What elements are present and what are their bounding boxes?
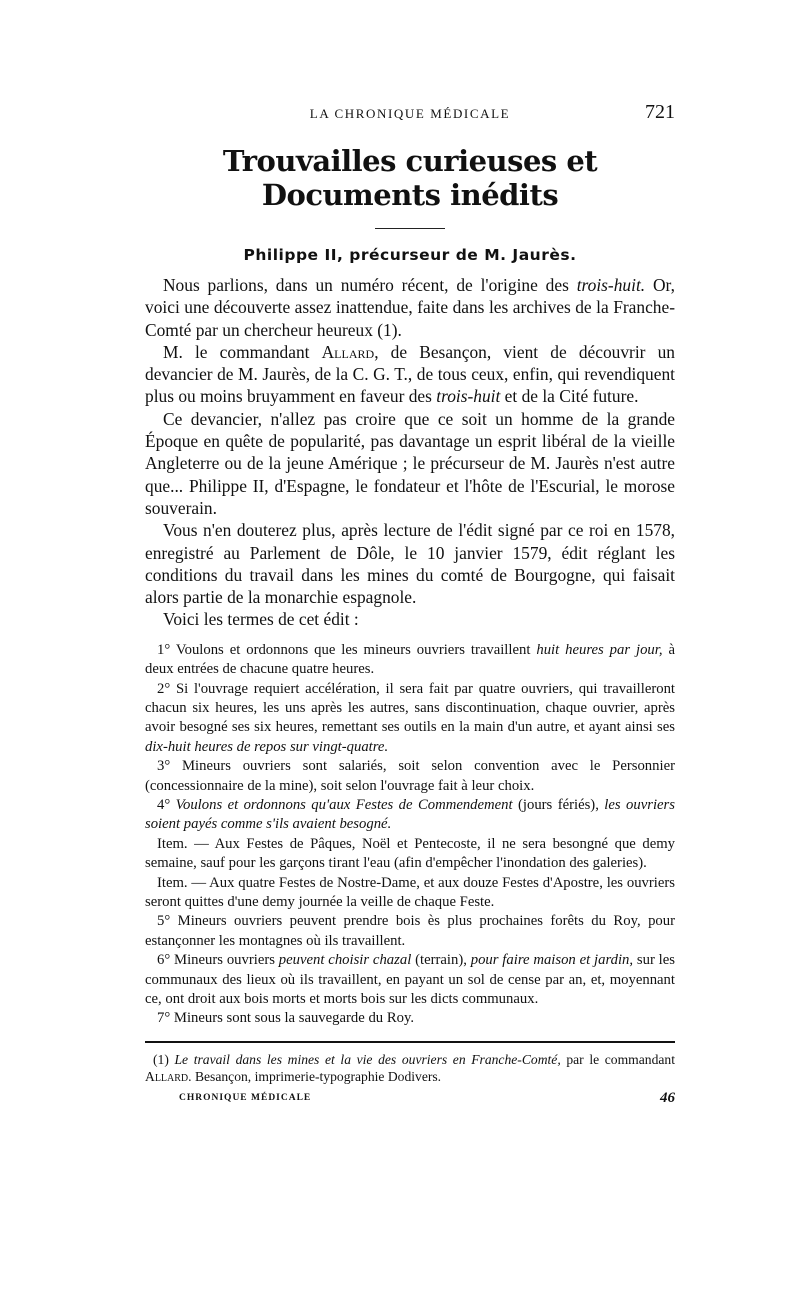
paragraph: Nous parlions, dans un numéro récent, de l'origine des trois-huit. Or, voici une découverte assez inattendue, faite dans les archives de la Franche-Comté par un chercheur heureux (1). [145,275,675,340]
running-header [145,100,675,130]
signature-label: CHRONIQUE MÉDICALE [179,1092,312,1103]
edict-article: Item. — Aux quatre Festes de Nostre-Dame, et aux douze Festes d'Apostre, les ouvriers seront quittes d'une demy journée la veille de chaque Feste. [145,874,675,911]
running-title: LA CHRONIQUE MÉDICALE [309,106,511,121]
edict-article: 4° Voulons et ordonnons qu'aux Festes de Commendement (jours fériés), les ouvriers soient payés comme s'ils avaient besogné. [145,797,675,833]
edict-article: 2° Si l'ouvrage requiert accélération, il sera fait par quatre ouvriers, qui travailleront chacun six heures, les uns après les autres, sans discontinuation, chaque ouvrier, après avoir besogné ses six heures, remettant ses outils en la main d'un autre, et ayant ainsi ses dix-huit heures de repos sur vingt-quatre. [145,680,675,755]
page [145,100,675,1112]
footnote-rule [145,1041,675,1043]
edict-article: 7° Mineurs sont sous la sauvegarde du Roy. [157,1010,415,1027]
edict-articles [145,641,675,1029]
title-rule [375,228,445,229]
footnote: (1) Le travail dans les mines et la vie des ouvriers en Franche-Comté, par le commandant Allard. Besançon, imprimerie-typographie Dodivers. [145,1051,675,1085]
paragraph: Vous n'en douterez plus, après lecture de l'édit signé par ce roi en 1578, enregistré au Parlement de Dôle, le 10 janvier 1579, édit réglant les conditions du travail dans les mines du comté de Bourgogne, qui faisait alors partie de la monarchie espagnole. [145,520,675,608]
paragraph: Ce devancier, n'allez pas croire que ce soit un homme de la grande Époque en quête de popularité, pas davantage un esprit libéral de la vieille Angleterre ou de la jeune Amérique ; le précurseur de M. Jaurès n'est autre que... Philippe II, d'Espagne, le fondateur et l'hôte de l'Escurial, le morose souverain. [145,408,675,518]
signature-line [145,1090,675,1112]
edict-article: 5° Mineurs ouvriers peuvent prendre bois ès plus prochaines forêts du Roy, pour estançonner les montagnes où ils travaillent. [145,913,675,949]
edict-article: 3° Mineurs ouvriers sont salariés, soit selon convention avec le Personnier (concessionnaire de la mine), soit selon l'ouvrage fait à leur choix. [145,758,675,794]
paragraph: Voici les termes de cet édit : [163,609,359,630]
article-title: Philippe II, précurseur de M. Jaurès. [243,246,577,264]
article-body [145,274,675,631]
paragraph: M. le commandant Allard, de Besançon, vient de découvrir un devancier de M. Jaurès, de la C. G. T., de tous ceux, enfin, qui revendiquent plus ou moins bruyamment en faveur des trois-huit et de la Cité future. [145,341,675,407]
signature-number: 46 [660,1089,675,1106]
edict-article: 1° Voulons et ordonnons que les mineurs ouvriers travaillent huit heures par jour, à deux entrées de chacune quatre heures. [145,641,675,678]
edict-article: Item. — Aux Festes de Pâques, Noël et Pentecoste, il ne sera besongné que demy semaine, sauf pour les garçons tirant l'eau (afin d'empêcher l'inondation des galeries). [145,835,675,872]
page-number: 721 [645,101,675,123]
edict-article: 6° Mineurs ouvriers peuvent choisir chazal (terrain), pour faire maison et jardin, sur les communaux des lieux où ils travaillent, en payant un sol de cense par an, et, moyennant ce, ont droit aux bois morts et morts bois sur les dicts communaux. [145,952,675,1008]
section-title: Trouvailles curieuses et Documents inédits [222,144,598,212]
